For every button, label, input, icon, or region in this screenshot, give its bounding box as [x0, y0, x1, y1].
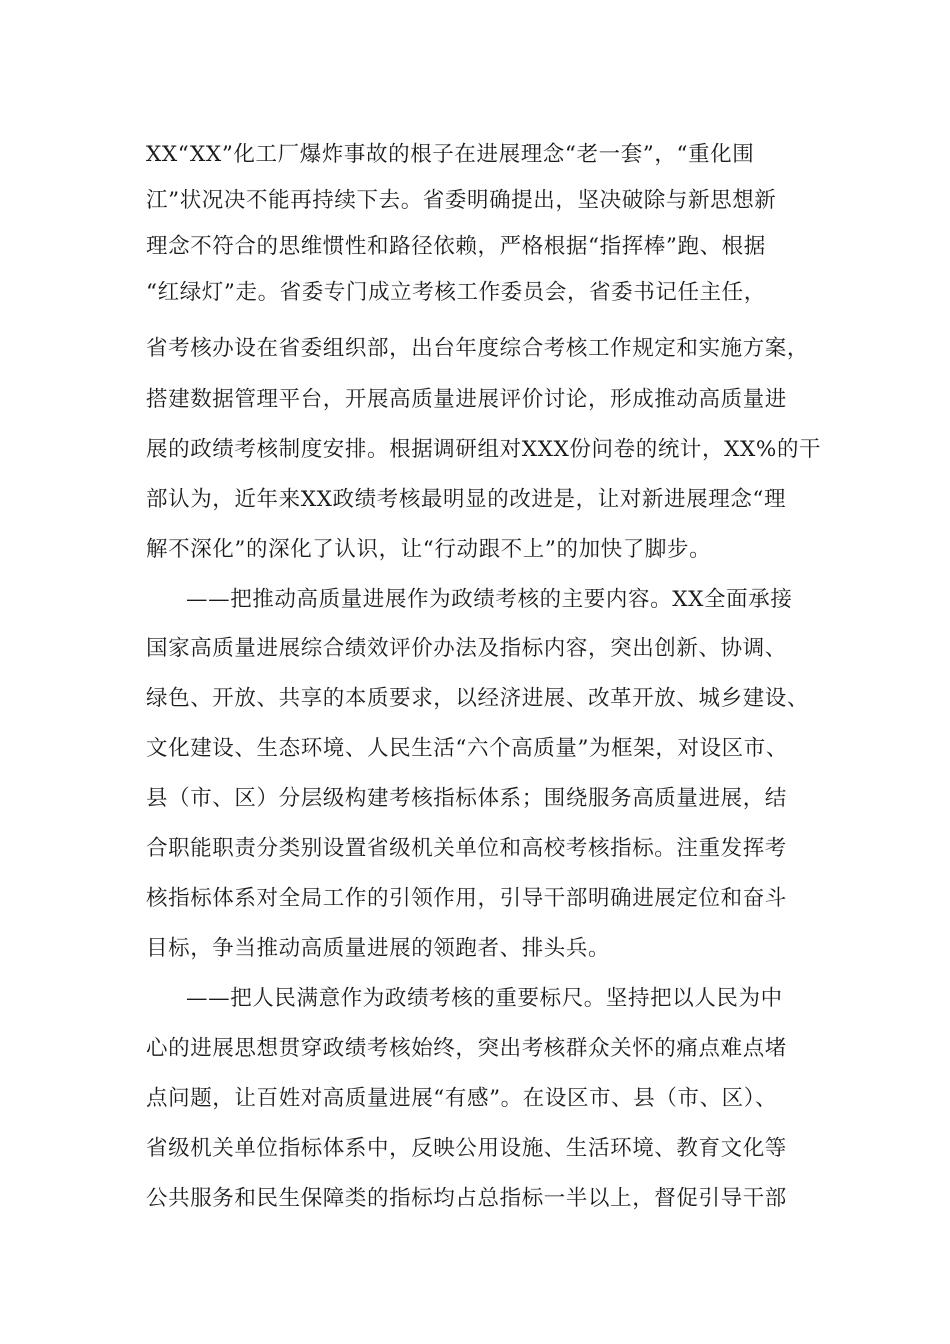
- text-line: 理念不符合的思维惯性和路径依赖，严格根据“指挥棒”跑、根据: [146, 234, 766, 259]
- text-line: 公共服务和民生保障类的指标均占总指标一半以上，督促引导干部: [146, 1186, 787, 1211]
- paragraph-first-line: ——把人民满意作为政绩考核的重要标尺。坚持把以人民为中: [186, 986, 783, 1011]
- text-line: 解不深化”的深化了认识，让“行动跟不上”的加快了脚步。: [146, 537, 712, 562]
- text-line: XX“XX”化工厂爆炸事故的根子在进展理念“老一套”，“重化围: [146, 142, 755, 167]
- text-line: “红绿灯”走。省委专门成立考核工作委员会，省委书记任主任，: [146, 280, 766, 305]
- text-line: 部认为，近年来XX政绩考核最明显的改进是，让对新进展理念“理: [146, 487, 787, 512]
- text-line: 文化建设、生态环境、人民生活“六个高质量”为框架，对设区市、: [146, 736, 788, 761]
- text-line: 搭建数据管理平台，开展高质量进展评价讨论，形成推动高质量进: [146, 387, 787, 412]
- text-line: 合职能职责分类别设置省级机关单位和高校考核指标。注重发挥考: [146, 836, 787, 861]
- text-line: 心的进展思想贯穿政绩考核始终，突出考核群众关怀的痛点难点堵: [146, 1036, 787, 1061]
- paragraph-first-line: ——把推动高质量进展作为政绩考核的主要内容。XX全面承接: [186, 587, 793, 612]
- text-line: 国家高质量进展综合绩效评价办法及指标内容，突出创新、协调、: [146, 636, 787, 661]
- text-line: 核指标体系对全局工作的引领作用，引导干部明确进展定位和奋斗: [146, 886, 787, 911]
- text-line: 展的政绩考核制度安排。根据调研组对XXX份问卷的统计，XX%的干: [146, 437, 822, 462]
- text-line: 省考核办设在省委组织部，出台年度综合考核工作规定和实施方案，: [146, 336, 810, 361]
- text-line: 目标，争当推动高质量进展的领跑者、排头兵。: [146, 936, 611, 961]
- text-line: 绿色、开放、共享的本质要求，以经济进展、改革开放、城乡建设、: [146, 686, 810, 711]
- text-line: 省级机关单位指标体系中，反映公用设施、生活环境、教育文化等: [146, 1136, 787, 1161]
- text-line: 县（市、区）分层级构建考核指标体系；围绕服务高质量进展，结: [146, 786, 787, 811]
- text-line: 点问题，让百姓对高质量进展“有感”。在设区市、县（市、区）、: [146, 1086, 778, 1111]
- text-line: 江”状况决不能再持续下去。省委明确提出，坚决破除与新思想新: [146, 188, 777, 213]
